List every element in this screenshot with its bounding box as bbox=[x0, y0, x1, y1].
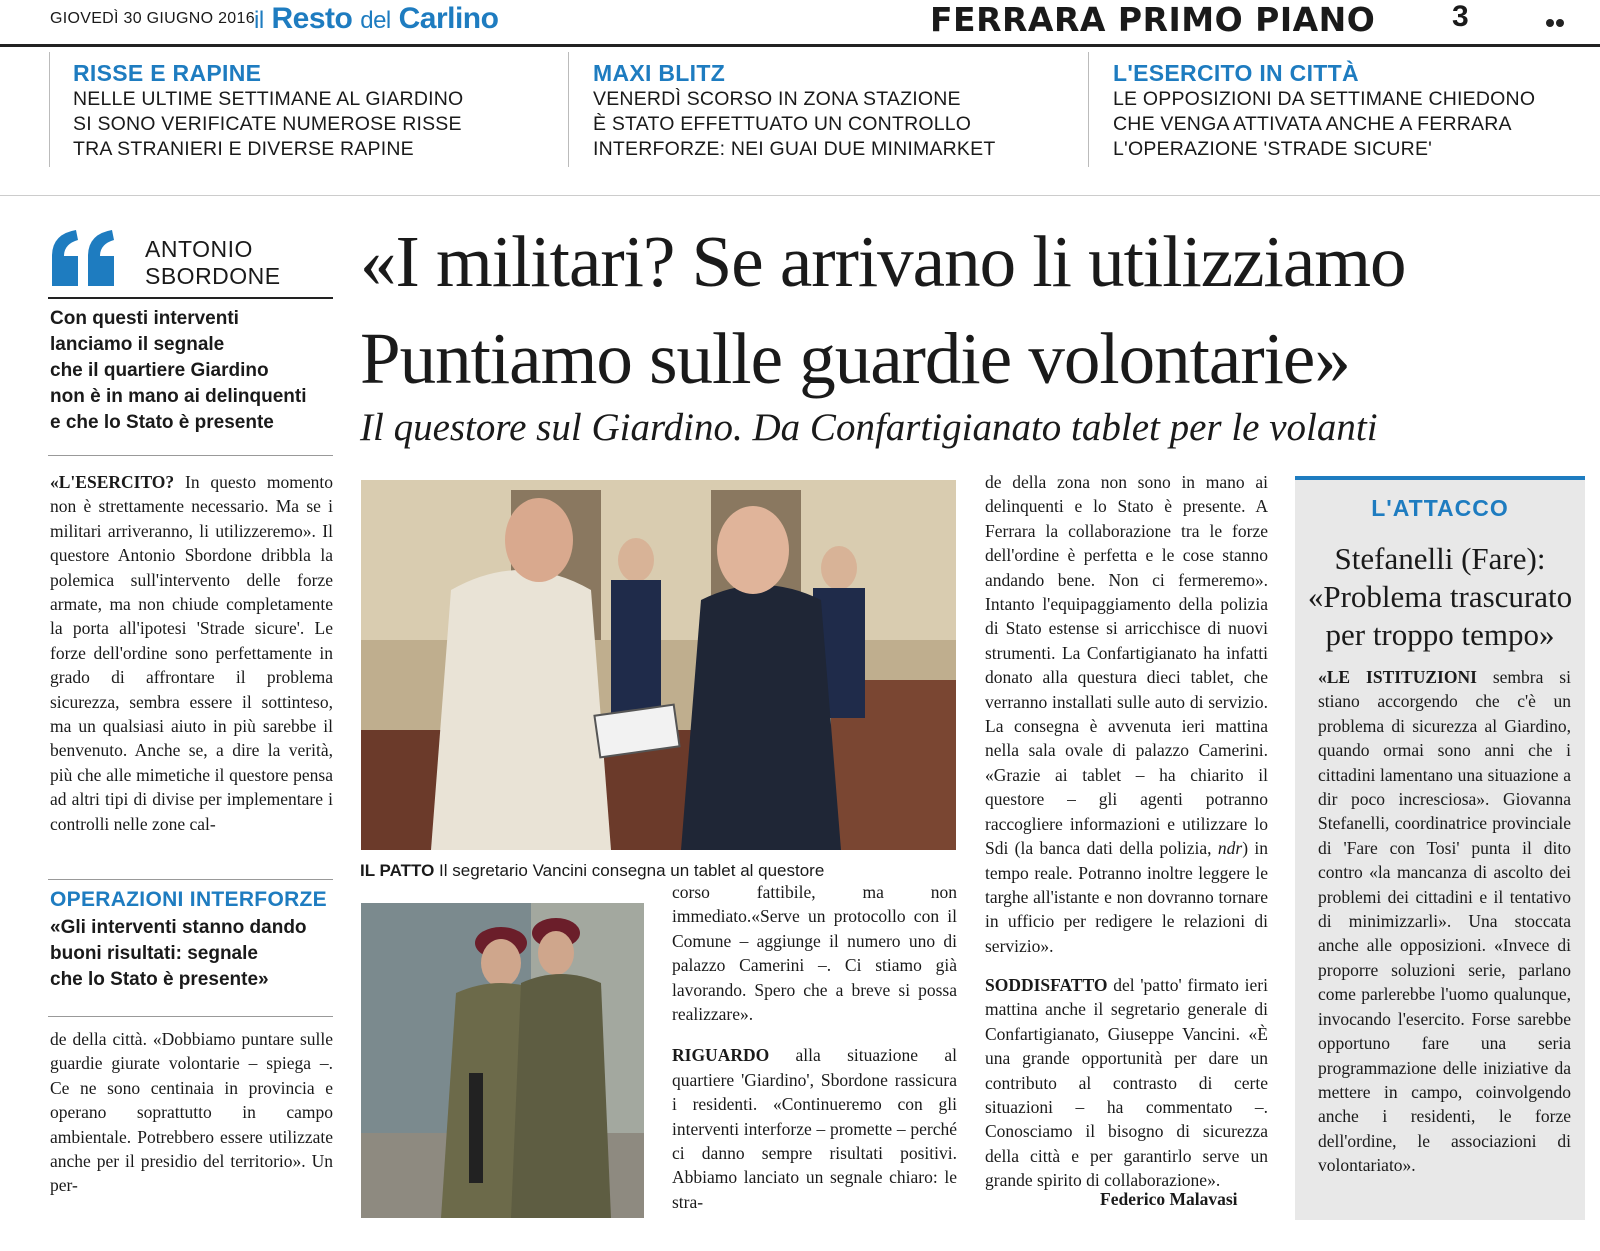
article-col3-bottom bbox=[985, 973, 1268, 1193]
sidebar-headline-line: per troppo tempo» bbox=[1325, 617, 1555, 652]
interforze-line: buoni risultati: segnale bbox=[50, 943, 258, 964]
photo-soldiers bbox=[361, 903, 644, 1218]
interforze-rule bbox=[48, 879, 333, 880]
article-col1-top bbox=[50, 470, 333, 836]
quote-author-first: ANTONIO bbox=[145, 236, 253, 262]
teaser-title: RISSE E RAPINE bbox=[73, 60, 262, 86]
teaser-divider bbox=[1088, 52, 1089, 167]
body-text: del 'patto' firmato ieri mattina anche il segretario generale di Confartigianato, Giuseppe Vancini. «È una grande opportunità per dare un contributo al contrasto di certe situazioni – ha commentato –. Conosciamo il bisogno di sicurezza della città e per garantirlo serve un grande spirito di collaborazione». bbox=[985, 975, 1268, 1191]
headline-line-1: «I militari? Se arrivano li utilizziamo bbox=[360, 221, 1406, 302]
logo-del: del bbox=[360, 7, 391, 34]
interforze-rule bbox=[48, 1016, 333, 1017]
section-title: FERRARA PRIMO PIANO bbox=[930, 0, 1376, 39]
body-text: alla situazione al quartiere 'Giardino', Sbordone rassicura i residenti. «Continueremo con gli interventi interforze – promette – perché ci danno sempre risultati positivi. Abbiamo lanciato un segnale chiaro: le stra- bbox=[672, 1045, 957, 1212]
quote-author bbox=[145, 236, 281, 290]
photo-tablet-handover bbox=[361, 480, 956, 850]
quote-line: lanciamo il segnale bbox=[50, 334, 225, 355]
teaser-line: VENERDÌ SCORSO IN ZONA STAZIONE bbox=[593, 88, 961, 110]
logo-il: il bbox=[254, 7, 264, 34]
page-number: 3 bbox=[1452, 0, 1469, 33]
article-col3 bbox=[985, 470, 1268, 958]
quote-text bbox=[50, 306, 340, 436]
interforze-title: OPERAZIONI INTERFORZE bbox=[50, 888, 327, 911]
sidebar-top-rule bbox=[1295, 476, 1585, 480]
article-col2 bbox=[672, 880, 957, 1214]
teaser-divider bbox=[568, 52, 569, 167]
teaser-title: MAXI BLITZ bbox=[593, 60, 726, 86]
quote-mark-icon bbox=[48, 228, 118, 288]
teaser-divider bbox=[49, 52, 50, 167]
author-signature: Federico Malavasi bbox=[1100, 1189, 1238, 1209]
body-text: de della zona non sono in mano ai delinquenti e lo Stato è presente. A Ferrara la collaborazione tra le forze dell'ordine è perfetta e le cose stanno andando bene. Non ci fermeremo». Intanto l'equipaggiamento della polizia di Stato estense si arricchisce di nuovi strumenti. La Confartigianato ha infatti donato alla questura dieci tablet, che verranno installati sulle auto di servizio. La consegna è avvenuta ieri mattina nella sala ovale di palazzo Camerini. «Grazie ai tablet – ha chiarito il questore – gli agenti potranno raccogliere informazioni e utilizzare lo Sdi (la banca dati della polizia, bbox=[985, 472, 1268, 859]
header-rule bbox=[0, 44, 1600, 47]
caption-lead: IL PATTO bbox=[360, 861, 435, 880]
quote-author-last: SBORDONE bbox=[145, 263, 281, 289]
interforze-line: «Gli interventi stanno dando bbox=[50, 917, 307, 938]
page-date: GIOVEDÌ 30 GIUGNO 2016 bbox=[50, 10, 255, 27]
dots-icon bbox=[1545, 18, 1565, 28]
teaser-band-rule bbox=[0, 195, 1600, 196]
sidebar-kicker: L'ATTACCO bbox=[1371, 495, 1509, 521]
teaser-title: L'ESERCITO IN CITTÀ bbox=[1113, 60, 1359, 86]
teaser-esercito bbox=[1113, 60, 1573, 162]
sidebar-headline bbox=[1300, 540, 1580, 654]
body-paragraph: corso fattibile, ma non immediato.«Serve un protocollo con il Comune – aggiunge il numero uno di palazzo Camerini –. Ci stiamo già lavorando. Spero che a breve si possa realizzare». bbox=[672, 882, 957, 1025]
sidebar-headline-line: «Problema trascurato bbox=[1307, 579, 1573, 614]
body-text: ) in tempo reale. Potranno inoltre leggere le targhe all'istante e non dovranno tornare in ufficio per redigere le relazioni di servizio». bbox=[985, 838, 1268, 956]
lead-word: RIGUARDO bbox=[672, 1045, 770, 1066]
interforze-quote bbox=[50, 915, 340, 993]
quote-rule bbox=[48, 297, 333, 299]
quote-line: che il quartiere Giardino bbox=[50, 360, 269, 381]
teaser-line: CHE VENGA ATTIVATA ANCHE A FERRARA bbox=[1113, 113, 1512, 135]
teaser-line: L'OPERAZIONE 'STRADE SICURE' bbox=[1113, 138, 1433, 160]
headline-line-2: Puntiamo sulle guardie volontarie» bbox=[360, 318, 1350, 399]
teaser-line: LE OPPOSIZIONI DA SETTIMANE CHIEDONO bbox=[1113, 88, 1536, 110]
photo-caption bbox=[360, 861, 824, 881]
body-text: In questo momento non è strettamente necessario. Ma se i militari arriveranno, li utilizzeremo». Il questore Antonio Sbordone dribbla la polemica sull'intervento delle forze armate, ma non chiude completamente la porta all'ipotesi 'Strade sicure'. Le forze dell'ordine sono perfettamente in grado di affrontare il problema sicurezza, sembra essere il sottinteso, ma un qualsiasi aiuto in più sarebbe il benvenuto. Anche se, a dire la verità, più che alle mimetiche il questore pensa ad altri tipi di divise per implementare i controlli nelle zone cal- bbox=[50, 472, 333, 834]
teaser-line: SI SONO VERIFICATE NUMEROSE RISSE bbox=[73, 113, 462, 135]
teaser-line: TRA STRANIERI E DIVERSE RAPINE bbox=[73, 138, 414, 160]
sidebar-text bbox=[1318, 665, 1571, 1178]
body-text: sembra si stiano accorgendo che c'è un problema di sicurezza al Giardino, quando ormai sono anni che i cittadini lamentano una situazione a dir poco incresciosa». Giovanna Stefanelli, coordinatrice provinciale di 'Fare con Tosi' punta il dito contro «la mancanza di ascolto dei problemi dei cittadini e il tentativo di minimizzarli». Una stoccata anche alle opposizioni. «Invece di proporre soluzioni serie, parlano come parlerebbe l'uomo qualunque, invocando l'esercito. Forse sarebbe opportuno fare una seria programmazione delle iniziative da mettere in campo, coinvolgendo anche i residenti, le forze dell'ordine, le associazioni di volontariato». bbox=[1318, 667, 1571, 1176]
headline bbox=[360, 213, 1585, 407]
quote-rule bbox=[48, 455, 333, 456]
sidebar-headline-line: Stefanelli (Fare): bbox=[1334, 541, 1546, 576]
quote-line: Con questi interventi bbox=[50, 308, 239, 329]
subtitle: Il questore sul Giardino. Da Confartigianato tablet per le volanti bbox=[360, 406, 1378, 449]
logo-carlino: Carlino bbox=[398, 2, 499, 35]
article-col1-bottom: de della città. «Dobbiamo puntare sulle guardie giurate volontarie – spiega –. Ce ne sono centinaia in provincia e operano soprattutto in campo ambientale. Potrebbero essere utilizzate anche per il presidio del territorio». Un per- bbox=[50, 1029, 333, 1196]
teaser-blitz bbox=[593, 60, 1053, 162]
caption-text: Il segretario Vancini consegna un tablet al questore bbox=[434, 861, 825, 880]
teaser-line: NELLE ULTIME SETTIMANE AL GIARDINO bbox=[73, 88, 464, 110]
lead-word: «LE ISTITUZIONI bbox=[1318, 667, 1477, 687]
teaser-line: INTERFORZE: NEI GUAI DUE MINIMARKET bbox=[593, 138, 996, 160]
quote-line: non è in mano ai delinquenti bbox=[50, 386, 307, 407]
body-paragraph bbox=[672, 1043, 957, 1214]
teaser-line: È STATO EFFETTUATO UN CONTROLLO bbox=[593, 113, 972, 135]
lead-word: SODDISFATTO bbox=[985, 975, 1108, 995]
quote-line: e che lo Stato è presente bbox=[50, 412, 274, 433]
logo-resto: Resto bbox=[271, 2, 353, 35]
interforze-line: che lo Stato è presente» bbox=[50, 969, 269, 990]
lead-word: «L'ESERCITO? bbox=[50, 472, 175, 492]
newspaper-logo bbox=[254, 2, 498, 36]
body-abbrev: ndr bbox=[1217, 838, 1243, 859]
teaser-risse bbox=[73, 60, 533, 162]
